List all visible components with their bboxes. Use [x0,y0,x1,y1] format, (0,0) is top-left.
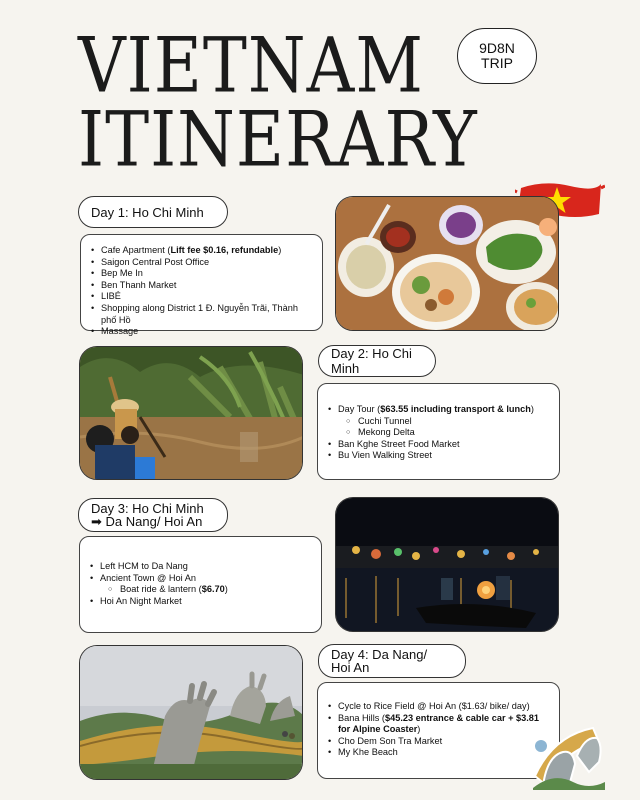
activity-item: • Cho Dem Son Tra Market [328,736,549,748]
activity-item: • LIBÉ [91,291,312,303]
activity-item: • Saigon Central Post Office [91,257,312,269]
activity-item: • Ancient Town @ Hoi An [90,573,311,585]
day-4-label [318,644,466,678]
activity-item: • Ban Kghe Street Food Market [328,439,549,451]
activity-item: • Hoi An Night Market [90,596,311,608]
day-4-activities [317,682,560,779]
activity-item: • Bu Vien Walking Street [328,450,549,462]
activity-item: • Bep Me In [91,268,312,280]
activity-item: • Bana Hills ($45.23 entrance & cable car + $3.81 for Alpine Coaster) [328,713,549,736]
activity-item: • Day Tour ($63.55 including transport & lunch) [328,404,549,416]
activity-item: • Ben Thanh Market [91,280,312,292]
day-2-label: Day 2: Ho Chi Minh [318,345,436,377]
title-line-1: VIETNAM [78,21,424,110]
badge-line-1: 9D8N [479,40,515,56]
activity-item: • Cycle to Rice Field @ Hoi An ($1.63/ bike/ day) [328,701,549,713]
trip-length-badge [457,28,537,84]
activity-item: ○ Cuchi Tunnel [328,416,549,428]
activity-item: • My Khe Beach [328,747,549,759]
day-2-photo-mekong [79,346,303,480]
day-1-activities [80,234,323,337]
badge-line-2: TRIP [481,55,513,71]
day-4-label-line-2: Hoi An [331,660,370,675]
day-1-label: Day 1: Ho Chi Minh [78,196,228,228]
activity-item: • Left HCM to Da Nang [90,561,311,573]
day-3-label [78,498,228,532]
activity-item: ○ Boat ride & lantern ($6.70) [90,584,311,596]
day-1-photo-food [335,196,559,331]
activity-item: • Massage [91,326,312,338]
day-4-photo-golden-bridge [79,645,303,780]
day-3-label-line-2: ➡ Da Nang/ Hoi An [91,514,203,529]
activity-item: • Shopping along District 1 Đ. Nguyễn Trãi, Thành phố Hồ [91,303,312,326]
day-3-activities [79,536,322,633]
activity-item: • Cafe Apartment (Lift fee $0.16, refundable) [91,245,312,257]
golden-bridge-sticker-icon [533,716,605,795]
day-3-label-line-1: Day 3: Ho Chi Minh [91,501,204,516]
day-3-photo-hoi-an-night [335,497,559,632]
day-4-label-line-1: Day 4: Da Nang/ [331,647,428,662]
title-line-2: ITINERARY [78,95,478,184]
activity-item: ○ Mekong Delta [328,427,549,439]
day-2-activities [317,383,560,480]
